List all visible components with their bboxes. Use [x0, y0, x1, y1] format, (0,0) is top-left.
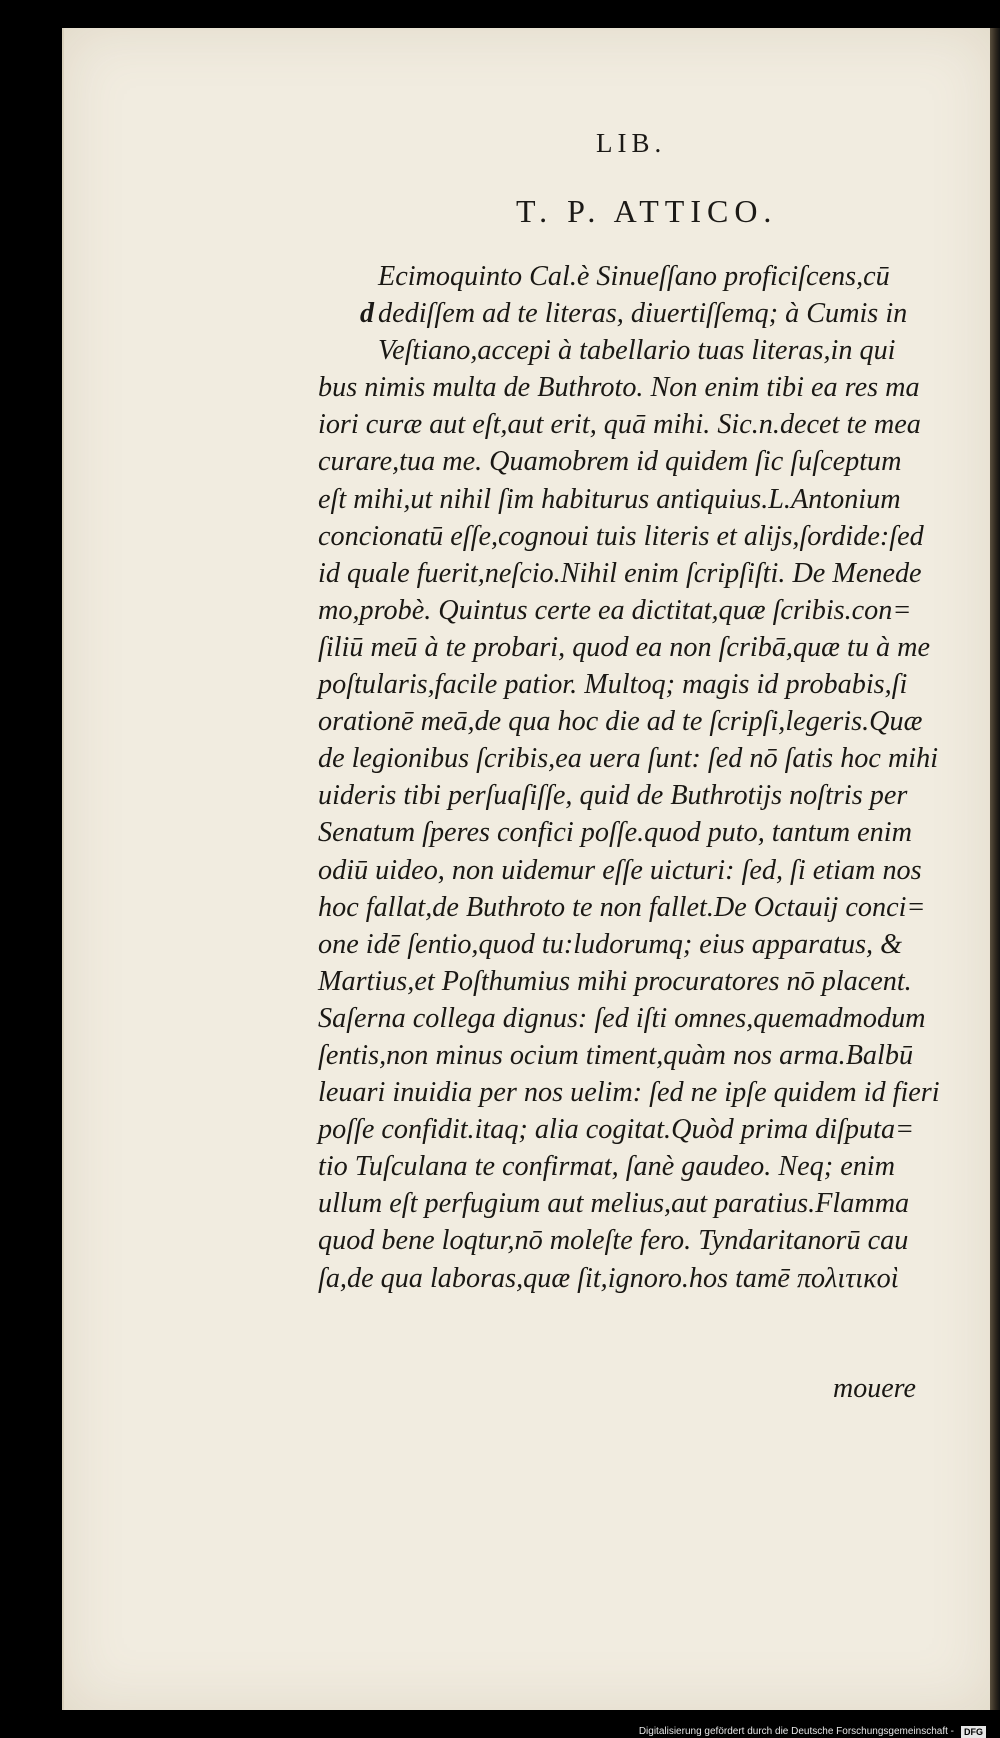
text-line: poſtularis,facile patior. Multoq; magis id probabis,ſi — [318, 669, 908, 701]
text-line: curare,tua me. Quamobrem id quidem ſic ſuſceptum — [318, 446, 902, 478]
text-line: tio Tuſculana te confirmat, ſanè gaudeo. Neq; enim — [318, 1151, 895, 1183]
page-edge-shadow — [990, 28, 1000, 1710]
text-line: id quale fuerit,neſcio.Nihil enim ſcripſiſti. De Menede — [318, 557, 922, 589]
text-line: Martius,et Poſthumius mihi procuratores nō placent. — [318, 965, 912, 997]
letter-heading: T. P. ATTICO. — [516, 193, 778, 229]
footer-credit: Digitalisierung gefördert durch die Deutsche Forschungsgemeinschaft - — [638, 1726, 954, 1737]
text-line: eſt mihi,ut nihil ſim habiturus antiquius.L.Antonium — [318, 483, 901, 515]
text-line: Veſtiano,accepi à tabellario tuas literas,in qui — [378, 335, 896, 367]
text-line: ullum eſt perfugium aut melius,aut paratius.Flamma — [318, 1188, 910, 1220]
text-line: Senatum ſperes confici poſſe.quod puto, tantum enim — [318, 817, 912, 849]
footer-bar — [0, 1726, 992, 1738]
margin-letter: d — [360, 298, 374, 329]
text-line: Ecimoquinto Cal.è Sinueſſano proficiſcens,cū — [378, 261, 890, 292]
text-line: Saſerna collega dignus: ſed iſti omnes,quemadmodum — [318, 1002, 926, 1034]
dfg-logo: DFG — [961, 1726, 986, 1738]
text-line: quod bene loqtur,nō moleſte fero. Tyndaritanorū cau — [318, 1225, 909, 1257]
catchword: mouere — [833, 1373, 916, 1404]
text-line: concionatū eſſe,cognoui tuis literis et alijs,ſordide:ſed — [318, 520, 924, 552]
text-line: odiū uideo, non uidemur eſſe uicturi: ſed, ſi etiam nos — [318, 854, 922, 886]
running-head: LIB. — [596, 128, 667, 158]
text-line: ſentis,non minus ocium timent,quàm nos arma.Balbū — [318, 1039, 914, 1071]
text-line: one idē ſentio,quod tu:ludorumq; eius apparatus, & — [318, 928, 903, 960]
text-line: mo,probè. Quintus certe ea dictitat,quæ ſcribis.con= — [318, 594, 912, 626]
text-line: uideris tibi perſuaſiſſe, quid de Buthrotijs noſtris per — [318, 780, 908, 812]
text-line: hoc fallat,de Buthroto te non fallet.De Octauij conci= — [318, 891, 926, 923]
text-line: de legionibus ſcribis,ea uera ſunt: ſed nō ſatis hoc mihi — [318, 743, 939, 775]
text-line: leuari inuidia per nos uelim: ſed ne ipſe quidem id fieri — [318, 1077, 940, 1109]
text-line: orationē meā,de qua hoc die ad te ſcripſi,legeris.Quæ — [318, 706, 923, 738]
text-line: bus nimis multa de Buthroto. Non enim tibi ea res ma — [318, 372, 920, 404]
text-line: iori curæ aut eſt,aut erit, quā mihi. Sic.n.decet te mea — [318, 409, 921, 441]
body-text — [318, 258, 968, 1297]
text-line: poſſe confidit.itaq; alia cogitat.Quòd prima diſputa= — [318, 1114, 915, 1146]
text-line: dediſſem ad te literas, diuertiſſemq; à Cumis in — [378, 298, 908, 330]
text-line: ſiliū meū à te probari, quod ea non ſcribā,quæ tu à me — [318, 631, 930, 663]
text-line: ſa,de qua laboras,quæ ſit,ignoro.hos tamē πολιτικοὶ — [318, 1262, 899, 1294]
